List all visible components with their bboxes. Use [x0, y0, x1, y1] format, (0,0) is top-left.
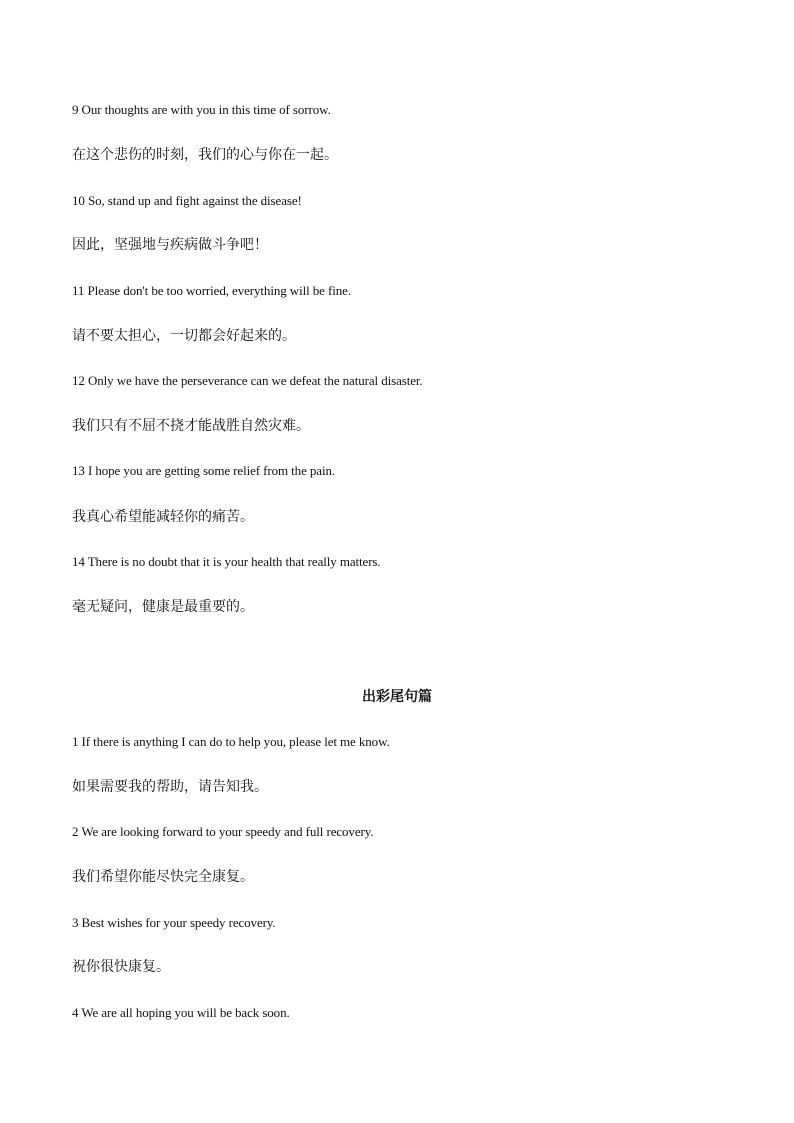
sentence-11-chinese: 请不要太担心，一切都会好起来的。: [72, 328, 296, 344]
sentence-10-chinese: 因此，坚强地与疾病做斗争吧！: [72, 237, 268, 253]
closing-sentence-2-chinese: 我们希望你能尽快完全康复。: [72, 869, 254, 885]
sentence-14-chinese: 毫无疑问，健康是最重要的。: [72, 599, 254, 615]
sentence-13-chinese: 我真心希望能减轻你的痛苦。: [72, 509, 254, 525]
sentence-12-english: 12 Only we have the perseverance can we defeat the natural disaster.: [72, 373, 423, 388]
closing-sentence-1-english: 1 If there is anything I can do to help you, please let me know.: [72, 734, 390, 749]
sentence-9-english: 9 Our thoughts are with you in this time of sorrow.: [72, 102, 331, 117]
sentence-11-english: 11 Please don't be too worried, everything will be fine.: [72, 283, 351, 298]
sentence-10-english: 10 So, stand up and fight against the disease!: [72, 193, 302, 208]
sentence-14-english: 14 There is no doubt that it is your health that really matters.: [72, 554, 381, 569]
sentence-13-english: 13 I hope you are getting some relief from the pain.: [72, 463, 336, 478]
sentence-9-chinese: 在这个悲伤的时刻，我们的心与你在一起。: [72, 147, 338, 163]
section-heading: 出彩尾句篇: [362, 689, 432, 705]
closing-sentence-1-chinese: 如果需要我的帮助，请告知我。: [72, 779, 268, 795]
closing-sentence-4-english: 4 We are all hoping you will be back soon.: [72, 1005, 290, 1020]
closing-sentence-2-english: 2 We are looking forward to your speedy and full recovery.: [72, 824, 374, 839]
closing-sentence-3-english: 3 Best wishes for your speedy recovery.: [72, 915, 276, 930]
closing-sentence-3-chinese: 祝你很快康复。: [72, 959, 170, 975]
sentence-12-chinese: 我们只有不屈不挠才能战胜自然灾难。: [72, 418, 310, 434]
